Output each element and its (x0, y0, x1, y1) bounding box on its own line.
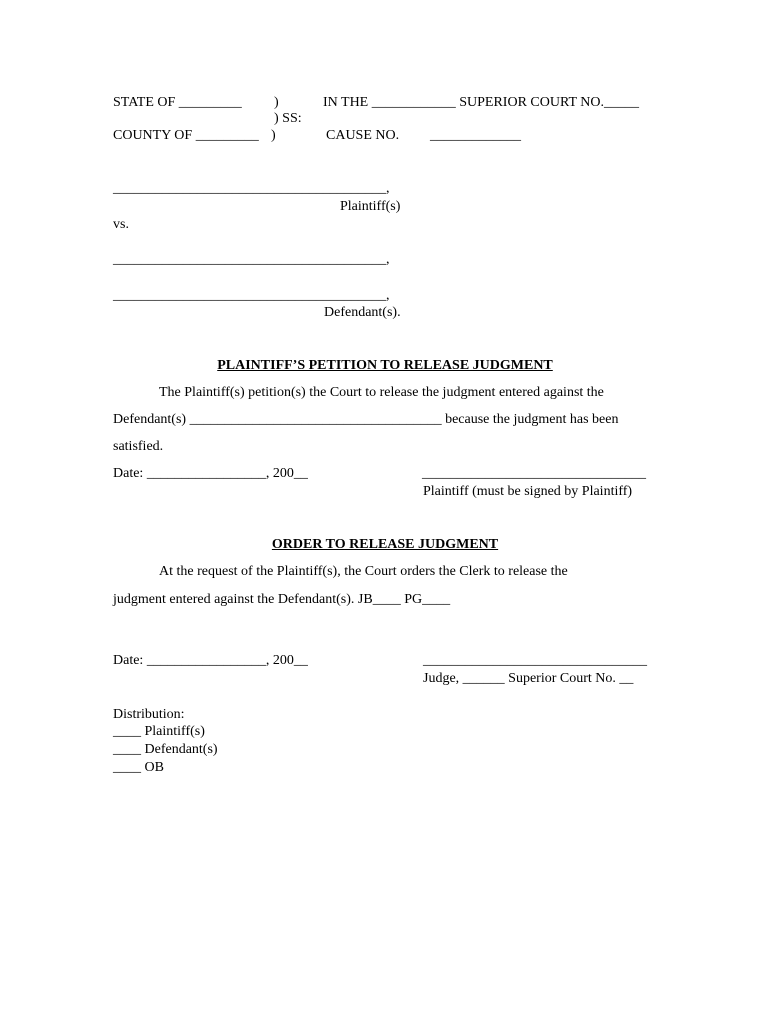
cause-number-label: CAUSE NO. (326, 128, 400, 143)
county-of-field: COUNTY OF _________ (113, 128, 259, 143)
court-name-field: IN THE ____________ SUPERIOR COURT NO._____ (323, 95, 639, 110)
petition-title: PLAINTIFF’S PETITION TO RELEASE JUDGMENT (217, 358, 553, 373)
order-title: ORDER TO RELEASE JUDGMENT (271, 537, 499, 552)
plaintiff-signature-line: ________________________________ (422, 466, 646, 481)
defendant-label: Defendant(s). (324, 305, 401, 320)
defendant-name-line-1: _______________________________________, (113, 252, 390, 267)
defendant-name-line-2: _______________________________________, (113, 288, 390, 303)
petition-date-field: Date: _________________, 200__ (113, 466, 308, 481)
distribution-item-defendant: ____ Defendant(s) (113, 742, 218, 757)
plaintiff-name-line: _______________________________________, (113, 181, 390, 196)
petition-text-line-3: satisfied. (113, 439, 164, 454)
versus-label: vs. (113, 217, 129, 232)
judge-signature-line: ________________________________ (423, 653, 647, 668)
caption-paren-1: ) (274, 95, 279, 110)
distribution-heading: Distribution: (113, 707, 185, 722)
state-of-field: STATE OF _________ (113, 95, 242, 110)
petition-text-line-1: The Plaintiff(s) petition(s) the Court to release the judgment entered against the (159, 385, 604, 400)
petition-text-line-2: Defendant(s) ____________________________________ because the judgment has been (113, 412, 619, 427)
plaintiff-signature-label: Plaintiff (must be signed by Plaintiff) (423, 484, 633, 499)
judge-signature-label: Judge, ______ Superior Court No. __ (423, 671, 634, 686)
distribution-item-plaintiff: ____ Plaintiff(s) (113, 724, 205, 739)
caption-paren-2: ) (271, 128, 276, 143)
order-date-field: Date: _________________, 200__ (113, 653, 308, 668)
order-text-line-1: At the request of the Plaintiff(s), the Court orders the Clerk to release the (159, 564, 568, 579)
order-text-line-2: judgment entered against the Defendant(s). JB____ PG____ (113, 592, 451, 607)
distribution-item-ob: ____ OB (113, 760, 164, 775)
ss-marker: ) SS: (274, 111, 302, 126)
cause-number-blank: _____________ (430, 128, 521, 143)
plaintiff-label: Plaintiff(s) (340, 199, 401, 214)
